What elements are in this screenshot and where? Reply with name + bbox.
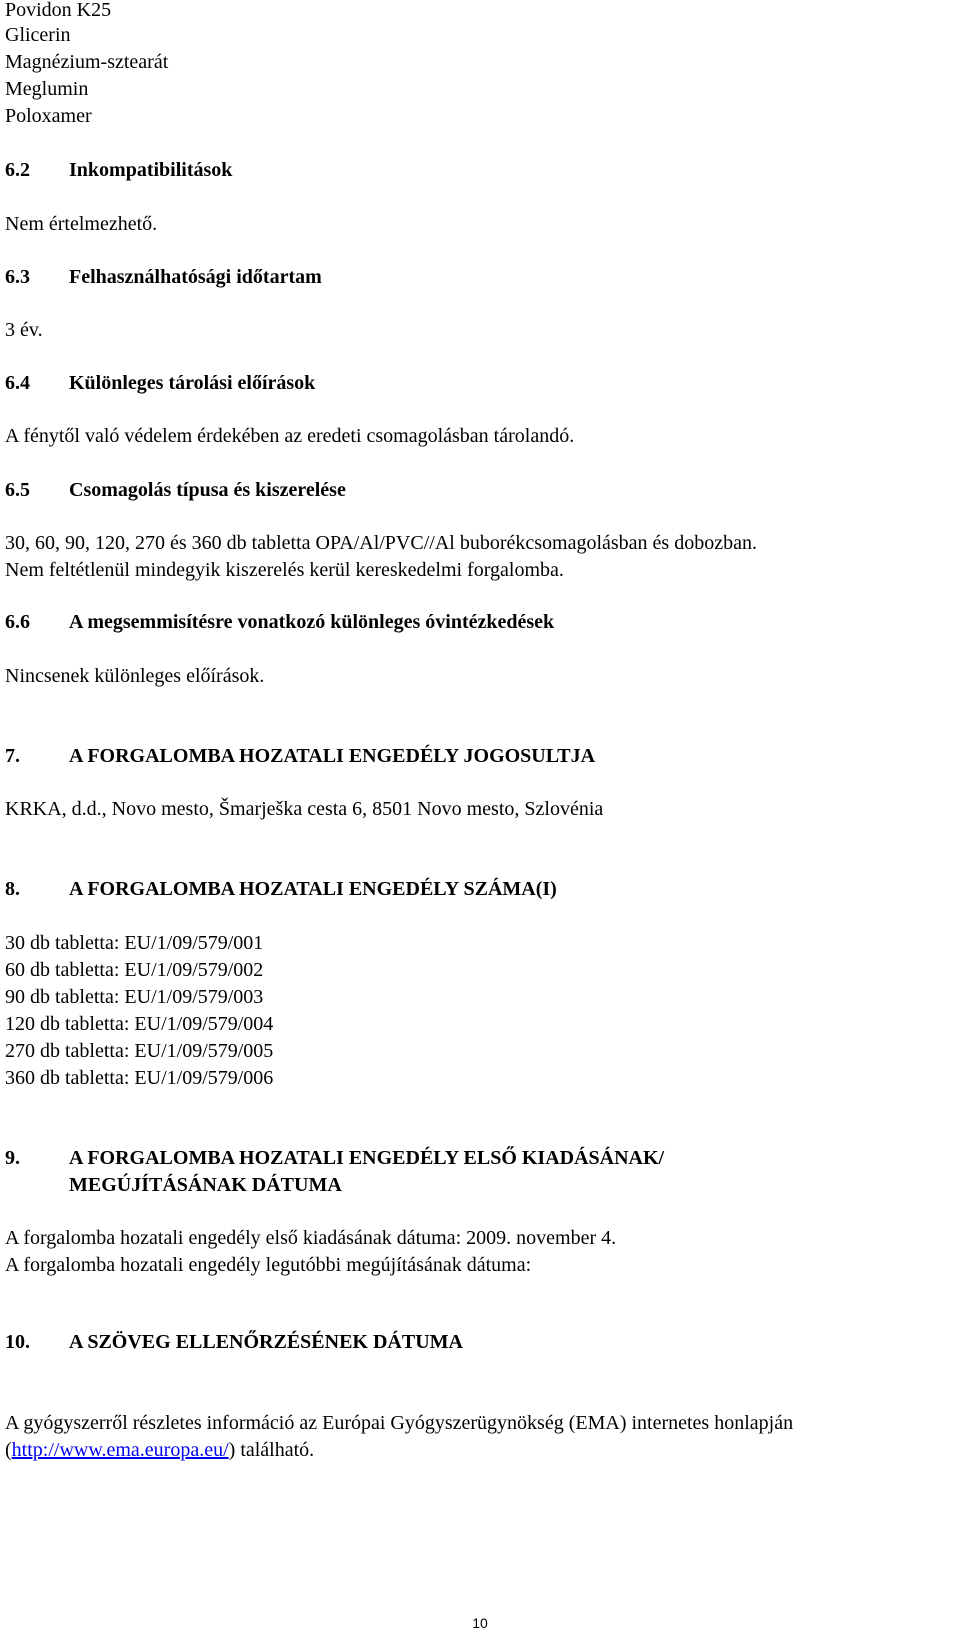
- section-title: A SZÖVEG ELLENŐRZÉSÉNEK DÁTUMA: [69, 1331, 463, 1353]
- section-text: 3 év.: [5, 319, 43, 341]
- section-title: A FORGALOMBA HOZATALI ENGEDÉLY JOGOSULTJA: [69, 745, 596, 767]
- section-number: 8.: [5, 878, 20, 900]
- section-text-link-line: [5, 1438, 314, 1462]
- section-heading-9: [5, 1146, 664, 1170]
- section-number: 7.: [5, 745, 20, 767]
- ingredient-item: Meglumin: [5, 78, 89, 100]
- section-text: A gyógyszerről részletes információ az Európai Gyógyszerügynökség (EMA) internetes honlapján: [5, 1412, 794, 1434]
- section-title: A megsemmisítésre vonatkozó különleges óvintézkedések: [69, 611, 555, 633]
- section-text: A forgalomba hozatali engedély legutóbbi megújításának dátuma:: [5, 1254, 532, 1276]
- section-title: Inkompatibilitások: [69, 159, 233, 181]
- section-heading-10: [5, 1330, 463, 1354]
- section-heading-6-3: [5, 265, 322, 289]
- authorisation-number-item: 30 db tabletta: EU/1/09/579/001: [5, 932, 264, 954]
- authorisation-number-item: 90 db tabletta: EU/1/09/579/003: [5, 986, 264, 1008]
- authorisation-number-item: 360 db tabletta: EU/1/09/579/006: [5, 1067, 274, 1089]
- section-text: Nincsenek különleges előírások.: [5, 665, 265, 687]
- section-text: A fénytől való védelem érdekében az eredeti csomagolásban tárolandó.: [5, 425, 575, 447]
- section-heading-6-2: [5, 158, 232, 182]
- section-number: 6.4: [5, 372, 30, 394]
- section-number: 10.: [5, 1331, 30, 1353]
- ingredient-item: Magnézium-sztearát: [5, 51, 169, 73]
- ema-website-link[interactable]: http://www.ema.europa.eu/: [11, 1439, 229, 1461]
- section-heading-8: [5, 877, 557, 901]
- section-heading-6-4: [5, 371, 315, 395]
- ingredient-item: Povidon K25: [5, 0, 112, 21]
- link-trailing-text: ) található.: [228, 1439, 315, 1461]
- section-heading-7: [5, 744, 595, 768]
- section-title: Felhasználhatósági időtartam: [69, 266, 322, 288]
- section-number: 6.6: [5, 611, 30, 633]
- authorisation-number-item: 270 db tabletta: EU/1/09/579/005: [5, 1040, 274, 1062]
- section-title: A FORGALOMBA HOZATALI ENGEDÉLY ELSŐ KIADÁSÁNAK/: [69, 1147, 665, 1169]
- section-text: KRKA, d.d., Novo mesto, Šmarješka cesta 6, 8501 Novo mesto, Szlovénia: [5, 798, 604, 820]
- section-title: Csomagolás típusa és kiszerelése: [69, 479, 346, 501]
- authorisation-number-item: 120 db tabletta: EU/1/09/579/004: [5, 1013, 274, 1035]
- ingredient-item: Glicerin: [5, 24, 71, 46]
- section-number: 9.: [5, 1147, 20, 1169]
- ingredient-item: Poloxamer: [5, 105, 92, 127]
- section-number: 6.2: [5, 159, 30, 181]
- section-number: 6.5: [5, 479, 30, 501]
- section-title: A FORGALOMBA HOZATALI ENGEDÉLY SZÁMA(I): [69, 878, 557, 900]
- section-title-continued: MEGÚJÍTÁSÁNAK DÁTUMA: [69, 1174, 342, 1196]
- section-text: 30, 60, 90, 120, 270 és 360 db tabletta OPA/Al/PVC//Al buborékcsomagolásban és dobozban.: [5, 532, 757, 554]
- authorisation-number-item: 60 db tabletta: EU/1/09/579/002: [5, 959, 264, 981]
- section-text: Nem feltétlenül mindegyik kiszerelés kerül kereskedelmi forgalomba.: [5, 559, 564, 581]
- section-text: A forgalomba hozatali engedély első kiadásának dátuma: 2009. november 4.: [5, 1227, 617, 1249]
- section-text: Nem értelmezhető.: [5, 213, 158, 235]
- section-title: Különleges tárolási előírások: [69, 372, 316, 394]
- section-heading-6-6: [5, 610, 554, 634]
- paren-open: (: [5, 1439, 12, 1461]
- section-heading-6-5: [5, 478, 346, 502]
- section-number: 6.3: [5, 266, 30, 288]
- page-number: 10: [472, 1615, 488, 1631]
